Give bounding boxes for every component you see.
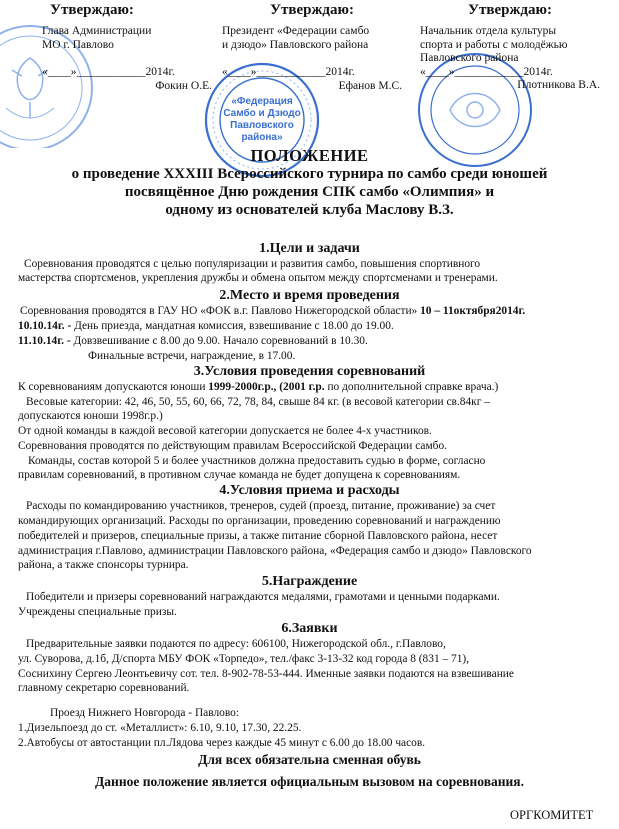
paragraph-line (18, 304, 612, 318)
shoes-note: Для всех обязательна сменная обувь (198, 752, 421, 767)
schedule-date: 10.10.14г. - (18, 320, 75, 332)
approval-date: «____»____________2014г. (420, 65, 553, 78)
paragraph-line: Соснихину Сергею Леонтьевичу сот. тел. 8-902-78-53-444. Именные заявки подаются на взвешивание (18, 668, 514, 680)
paragraph-line: командирующих организаций. Расходы по организации, проведению соревнований и награждению (18, 515, 501, 527)
document-subtitle: о проведение XXXIII Всероссийского турнира по самбо среди юношей (71, 166, 548, 182)
section-heading-applications: 6.Заявки (281, 621, 338, 636)
document-title: ПОЛОЖЕНИЕ (250, 146, 369, 165)
approval-line: Президент «Федерации самбо (222, 25, 370, 37)
paragraph-line: Соревнования проводятся по действующим правилам Всероссийской Федерации самбо. (18, 440, 447, 452)
approval-date: «____»____________2014г. (222, 66, 355, 78)
schedule-text: Довзвешивание с 8.00 до 9.00. Начало соревнований в 10.30. (73, 335, 368, 347)
paragraph-line: района, а также спонсоры турнира. (18, 559, 189, 571)
approval-right (420, 2, 600, 93)
text-run: К соревнованиям допускаются юноши (18, 381, 209, 393)
event-dates: 10 – 11октября2014г. (420, 305, 526, 317)
approval-line: МО г. Павлово (42, 38, 114, 51)
stamp-line-3: Павловского (230, 120, 294, 131)
birth-year-extra: (2001 г.р. (276, 381, 325, 393)
stamp-line-1: «Федерация (231, 96, 293, 107)
paragraph-line: ул. Суворова, д.1б, Д/спорта МБУ ФОК «Торпедо», тел./факс 3-13-32 код города 8 (831 – 71), (18, 653, 470, 665)
text-run: по дополнительной справке врача.) (324, 381, 499, 393)
section-heading-goals: 1.Цели и задачи (259, 241, 360, 256)
paragraph-line: Учреждены специальные призы. (18, 606, 177, 618)
approval-signer: Ефанов М.С. (338, 79, 402, 92)
paragraph-line: Финальные встречи, награждение, в 17.00. (88, 350, 296, 362)
approval-date: «____»____________2014г. (42, 66, 175, 78)
paragraph-line (18, 380, 612, 394)
paragraph-line: администрация г.Павлово, администрации Павловского района, «Федерация самбо и дзюдо» Павловского (18, 545, 532, 557)
approval-signer: Плотникова В.А. (517, 79, 600, 91)
approval-heading: Утверждаю: (50, 2, 134, 18)
paragraph-line: Команды, состав которой 5 и более участников должна предоставить судью в форме, согласно (28, 455, 486, 467)
travel-line: 2.Автобусы от автостанции пл.Лядова через каждые 45 минут с 6.00 до 18.00 часов. (18, 737, 426, 749)
organizing-committee: ОРГКОМИТЕТ (510, 808, 594, 822)
section-heading-awards: 5.Награждение (261, 574, 358, 589)
venue-text: Соревнования проводятся в ГАУ НО «ФОК в.г. Павлово Нижегородской области» (20, 305, 421, 317)
paragraph-line: Предварительные заявки подаются по адресу: 606100, Нижегородской обл., г.Павлово, (26, 638, 446, 650)
section-heading-place-time: 2.Место и время проведения (219, 288, 400, 303)
paragraph-line: правилам соревнований, в противном случае команда не будет допущена к соревнованиям. (18, 469, 461, 481)
approval-left (42, 2, 212, 93)
stamp-line-4: района» (241, 132, 283, 143)
travel-line: 1.Дизельпоезд до ст. «Металлист»: 6.10, 9.10, 17.30, 22.25. (18, 722, 302, 734)
document-subtitle: одному из основателей клуба Маслову В.З. (165, 202, 454, 218)
schedule-date: 11.10.14г. - (18, 335, 74, 347)
paragraph-line: Весовые категории: 42, 46, 50, 55, 60, 66, 72, 78, 84, свыше 84 кг. (в весовой категории св.84кг – (26, 396, 490, 408)
stamp-line-2: Самбо и Дзюдо (223, 108, 301, 119)
approval-line: и дзюдо» Павловского района (222, 38, 369, 51)
approval-middle (222, 2, 402, 93)
approval-heading: Утверждаю: (468, 2, 552, 18)
section-heading-expenses: 4.Условия приема и расходы (219, 483, 400, 498)
approval-line: Павловского района (420, 52, 519, 64)
travel-heading: Проезд Нижнего Новгорода - Павлово: (50, 707, 239, 719)
approval-line: Глава Администрации (42, 25, 152, 37)
official-call-note: Данное положение является официальным вызовом на соревнования. (95, 774, 524, 789)
document-subtitle: посвящённое Дню рождения СПК самбо «Олимпия» и (124, 184, 495, 200)
paragraph-line: От одной команды в каждой весовой категории допускается не более 4-х участников. (18, 425, 432, 437)
paragraph-line: допускаются юноши 1998г.р.) (18, 410, 163, 422)
paragraph-line: главному секретарю соревнований. (18, 682, 190, 694)
paragraph-line: Победители и призеры соревнований награждаются медалями, грамотами и ценными подарками. (26, 591, 500, 603)
birth-years: 1999-2000г.р., (208, 381, 277, 393)
schedule-text: День приезда, мандатная комиссия, взвешивание с 18.00 до 19.00. (74, 320, 394, 332)
paragraph-line: мастерства спортсменов, укрепления дружбы и обмена опытом между спортсменами и тренерами. (18, 272, 498, 284)
section-heading-conditions: 3.Условия проведения соревнований (193, 364, 426, 379)
paragraph-line (18, 319, 612, 333)
paragraph-line: победителей и призеров, специальные призы, а также питание сборной Павловского района, несет (18, 530, 498, 542)
approval-line: Начальник отдела культуры (420, 25, 557, 37)
paragraph-line: Соревнования проводятся с целью популяризации и развития самбо, повышения спортивного (24, 258, 481, 270)
approval-line: спорта и работы с молодёжью (420, 38, 568, 51)
approval-signer: Фокин О.Е. (155, 79, 212, 92)
approval-heading: Утверждаю: (270, 2, 354, 18)
paragraph-line: Расходы по командированию участников, тренеров, судей (проезд, питание, проживание) за счет (26, 500, 496, 512)
paragraph-line (18, 334, 612, 348)
